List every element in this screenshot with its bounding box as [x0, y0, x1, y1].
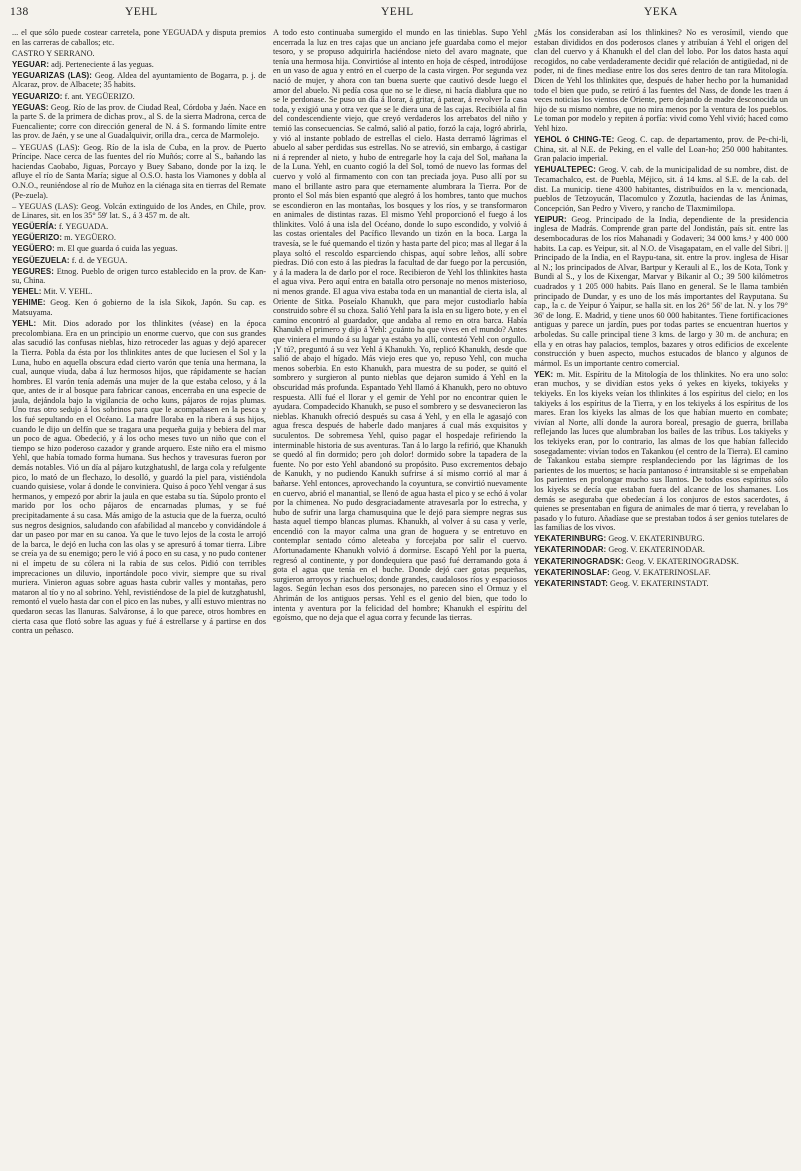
entry-text: Geog. V. EKATERINBURG.: [608, 534, 705, 544]
dictionary-entry: [12, 298, 266, 317]
page-number: 138: [10, 6, 29, 18]
header-center-word: YEHL: [381, 6, 414, 18]
dictionary-entry: [12, 92, 266, 102]
dictionary-entry: [12, 233, 266, 243]
dictionary-entry: [534, 545, 788, 555]
entry-text: Geog. Río de las prov. de Ciudad Real, Córdoba y Jaén. Nace en la parte S. de la primera de dichas prov., al S. de la sierra Madrona, cerca de Fuencaliente; corre con dirección general de N. á S. formando límite entre las prov. de Jaén, y se une al Guadalquivir, orilla dra., cerca de Marmolejo.: [12, 102, 266, 141]
header-left-word: YEHL: [125, 6, 158, 18]
entry-text: m. YEGÜERO.: [64, 233, 116, 243]
entry-text: Geog. V. EKATERINOGRADSK.: [625, 556, 739, 566]
dictionary-entry: [12, 60, 266, 70]
entry-headword: YEKATERINSTADT:: [534, 578, 608, 588]
header-right-word: YEKA: [644, 6, 678, 18]
column-left: [12, 28, 266, 1166]
dictionary-entry: [12, 103, 266, 141]
dictionary-entry: [12, 244, 266, 254]
entry-text: ¿Más los consideraban así los thlinkines? No es verosímil, viendo que estaban divididos en dos poderosos clanes y atribuían á Yehl el origen del clan del cuervo y á Khanukh el del clan del lobo. Por los datos hasta aquí recogidos, no cabe verdaderamente decidir qué relación de antigüedad, ni de poder, ni de fines mediase entre los dos seres dentro de tan rara Mitología. Dicen de Yehl los thlinkites que, después de haber hecho por la humanidad todo el bien que pudo, se retiró á las fuentes del Nass, de donde les traen á veces noticias los vientos de Oriente, pero dejando de madre desconocida un hijo de su mismo nombre, que no mira menos por la ventura de los pueblos. Le toman por modelo y repiten á porfía: vivid como Yehl vivió; haced como Yehl hizo.: [534, 28, 788, 133]
entry-text: m. Mit. Espíritu de la Mitología de los thlinkites. No era uno solo: eran muchos, y se dividían estos yeks ó yekes en kiyeks, tokiyeks y tekiyeks. En los kiyeks veían los thlinkites á los espíritus del cielo; en los takiyeks á los espíritus de la Tierra, y en los tekiyeks á los espíritus de los mares. Eran los kiyeks las almas de los que habían muerto en combate; vivían al Norte, allí donde la aurora boreal, presagio de guerra, brillaba reflejando las luces que alumbraban los bailes de las tribus. Los takiyeks y los tekiyeks eran, por lo contrario, las almas de los que habían fallecido sosegadamente: vivían todos en Takankou (el centro de la Tierra). El camino de Takankou estaba siempre resplandeciendo por las lágrimas de los parientes de los muertos; se hacía pantanoso é intransitable si se empeñaban los parientes en prolongar mucho sus llantos. De todos esos espíritus sólo los kiyeks se decía que estaban fuera del alcance de los shamanes. Los demás se aseguraba que obedecían á los conjuros de estos sacerdotes, á quienes se presentaban en figura de animales de mar ó tierra, y revelaban lo pasado y lo futuro. Añadíase que se prestaban todos á ser genios tutelares de las familias de los vivos.: [534, 369, 788, 533]
entry-text: Geog. V. EKATERINOSLAF.: [611, 567, 711, 577]
entry-text: Geog. V. EKATERINSTADT.: [610, 578, 709, 588]
dictionary-entry: [12, 143, 266, 201]
entry-headword: YEKATERINODAR:: [534, 545, 607, 555]
entry-headword: YEGÜERO:: [12, 244, 55, 254]
entry-headword: YEGÜEZUELA:: [12, 255, 70, 265]
entry-text: CASTRO Y SERRANO.: [12, 48, 95, 58]
dictionary-entry: [534, 135, 788, 164]
dictionary-entry: [12, 202, 266, 221]
entry-text: Geog. V. cab. de la municipalidad de su nombre, dist. de Tecamachalco, est. de Puebla, Méjico, sit. á 14 kms. al S.E. de la cab. del dist. La municip. tiene 4300 habitantes, distribuídos en la v. mencionada, pueblos de Tetzoyucán, Tlacomulco y Zozutla, haciendas de las Ánimas, Concepción, San Pedro y Vivero, y rancho de Tlaxmimilopa.: [534, 165, 788, 213]
entry-headword: YEIPUR:: [534, 214, 567, 224]
dictionary-entry: [534, 534, 788, 544]
entry-text: Geog. C. cap. de departamento, prov. de Pe-chi-li, China, sit. al N.E. de Peking, en el valle del Loan-ho; 250 000 habitantes. Gran palacio imperial.: [534, 135, 788, 164]
entry-text: Geog. Aldea del ayuntamiento de Bogarra, p. j. de Alcaraz, prov. de Albacete; 35 habits.: [12, 70, 266, 90]
entry-headword: YEGUAS:: [12, 102, 49, 112]
entry-text: adj. Perteneciente á las yeguas.: [51, 59, 154, 69]
entry-headword: YEHEL:: [12, 287, 42, 297]
entry-text: f. YEGUADA.: [58, 222, 109, 232]
dictionary-entry: [12, 71, 266, 90]
entry-text: f. ant. YEGÜERIZO.: [64, 91, 135, 101]
entry-text: A todo esto continuaba sumergido el mundo en las tinieblas. Supo Yehl encerrada la luz en tres cajas que un anciano jefe guardaba como el mejor tesoro, y se propuso adquirirla haciéndose nieto del avaro magnate, que tenía una hermosa hija. Convirtióse al intento en hoja de césped, introdújose en un vaso de agua y entró en el cuerpo de la casta virgen. Por segunda vez nació de mujer, y ahora con tan buena suerte que cautivó desde luego el amor del abuelo. Ni pedía cosa que no se le diese, ni hacía diablura que no se le perdonase. Se puso un día á llorar, á gritar, á patear, á revolver la casa toda, y exigió una y otra vez que se le diera una de las cajas. Recibióla al fin del condescendiente viejo, que creyó verdaderos los arrebatos del niño y temió las consecuencias. Se calmó, salió al patio, forzó la caja, logró abrirla, y vió al instante poblado de estrellas el cielo. Hasta derramó lágrimas el abuelo al saber perdidas sus estrellas. No se atrevió, sin embargo, á castigar ni á reprender al nieto, y hubo de entregarle hoy la caja del Sol, mañana la de la Luna. Yehl, en cuanto cogió la del Sol, tomó de nuevo las formas del cuervo y voló al firmamento con con tan preciada joya. Puso allí por su mano el brillante astro para que eternamente alumbrara la Tierra. Por de pronto el Sol más bien espantó que alegró á los hombres, tanto que muchos se escondieron en las montañas, los bosques y los ríos, y se transformaron en animales de distintas razas. El mismo Yehl proporcionó el fuego á los thlinkites. Voló á una isla del Océano, donde lo supo escondido, y volvió á las costas orientales del Pacífico llevando un tizón en la boca. Larga la travesía, se le fué quemando el tizón y hasta parte del pico; mas al llegar á la playa soltó el rescoldo esparciendo chispas, aquí sobre leños, allí sobre piedras. Dió con esto á las piedras la facultad de dar fuego por la percusión, y á la madera la de darlo por el roce. Recibieron de Yehl los thlinkites hasta el agua viva. Pero aquí entra en batalla otro personaje no menos misterioso, ni menos grande. El agua viva estaba toda en un manantial de cierta isla, al Oriente de Sitka. Poseíalo Khanukh, que para mejor custodiarlo había construido sobre él su choza. Salió Yehl para la isla en su ligero bote, y en el camino encontró al guardador, que andaba al remo en otra barca. Había Khanukh el primero y dijo á Yehl: ¿cuánto ha que vives en el mundo? Antes que viniera el mundo á su lugar ya estaba yo allí, contestó Yehl con orgullo. ¡Y tú?, preguntó á su vez Yehl á Khanukh. Yo, replicó Khanukh, desde que salió de abajo el hígado. Más viejo eres que yo, repuso Yehl, con mucha menos soberbia. En esto Khanukh, para muestra de su poder, se quitó el sombrero y surgieron al punto nieblas que dejaron sumido á Yehl en la obscuridad más profunda. Espantado Yehl llamó á Khanukh, pero no obtuvo respuesta. Allí fué el llorar y el gemir de Yehl por no encontrar quien le ayudara. Compadecido Khanukh, se puso el sombrero y se desvanecieron las nieblas. Khanukh ofreció después su casa á Yehl, y en ella le agasajó con agua fresca después de haberle dado manjares á cual más exquisitos y suculentos. De sobremesa Yehl, quiso pagar el hospedaje refiriendo la interminable historia de sus aventuras. Tan á lo largo la refirió, que Khanukh se quedó al fin dormido; pero ¡oh dolor! dormido sobre la tapadera de la fuente. No por esto Yehl abandonó su propósito. Puso excrementos debajo de Kanukh, y no pudiendo Kanukh sufrirse á sí mismo corrió al mar á bañarse. Yehl entonces, aprovechando la coyuntura, se convirtió nuevamente en cuervo, abrió el manantial, se llenó de agua hasta el pico y se echó á volar por la chimenea. No pudo desgraciadamente atravesarla por lo estrecha, y hubo de sufrir una larga chamusquina que le dejó para siempre negras sus hasta aquel tiempo blancas plumas. Khanukh, al volver á su casa y verle, encendió con la mayor calma una gran de hoguera y se entretuvo en contemplar sentado cómo aleteaba y forcejaba por salir el cuervo. Afortunadamente Khanukh volvió á dormirse. Escapó Yehl por la puerta, regresó al continente, y por dondequiera que pasó fué derramando gota á gota el agua que tenía en el buche. Donde dejó caer gotas pequeñas, surgieron arroyos y riachuelos; donde grandes, caudalosos ríos y espaciosos lagos. Según lechan esos dos personajes, no parecen sino el Ormuz y el Ahrimán de los antiguos persas. Yehl es el genio del bien, que todo lo intenta y aventura por la felicidad del hombre; Khanukh el espíritu del egoísmo, que no deja que el agua corra y fecunde las tierras.: [273, 28, 527, 623]
entry-text: ... el que sólo puede costear carretela, pone YEGUADA y disputa premios en las carreras de caballos; etc.: [12, 28, 266, 47]
entry-headword: YEGUARIZAS (LAS):: [12, 70, 93, 80]
entry-headword: YEKATERINOSLAF:: [534, 567, 610, 577]
dictionary-entry: [12, 267, 266, 286]
dictionary-entry: [534, 579, 788, 589]
entry-headword: YEHIME:: [12, 298, 46, 308]
entry-headword: YEK:: [534, 369, 554, 379]
entry-text: Etnog. Pueblo de origen turco establecido en la prov. de Kan-su, China.: [12, 266, 266, 286]
dictionary-entry: [534, 568, 788, 578]
entry-text: – YEGUAS (LAS): Geog. Volcán extinguido de los Andes, en Chile, prov. de Linares, sit. en los 35° 59' lat. S., á 3 457 m. de alt.: [12, 201, 266, 221]
column-right: [534, 28, 788, 1166]
page-header: [10, 6, 789, 22]
entry-text: f. d. de YEGUA.: [71, 255, 128, 265]
entry-text: – YEGUAS (LAS): Geog. Río de la isla de Cuba, en la prov. de Puerto Príncipe. Nace cerca de las fuentes del río Muñós; corre al S., bañando las haciendas Caobabo, Jiguas, Porcayo y Buey Sabano, donde por la izq. le afluye el río de Santa María; sigue al O.S.O. hasta los Viamones y dobla al O.N.O., reuniéndose al río de Muñoz en la ciénaga sita en tierras del Remate (Pe-zuela).: [12, 142, 266, 200]
dictionary-entry: [12, 222, 266, 232]
entry-headword: YEKATERINBURG:: [534, 534, 607, 544]
entry-text: m. El que guarda ó cuida las yeguas.: [56, 244, 178, 254]
entry-headword: YEHOL ó CHING-TE:: [534, 135, 615, 145]
entry-headword: YEGUAR:: [12, 59, 50, 69]
entry-text: Geog. Ken ó gobierno de la isla Sikok, Japón. Su cap. es Matsuyama.: [12, 298, 266, 318]
dictionary-entry: [12, 287, 266, 297]
entry-headword: YEGÜERÍA:: [12, 222, 57, 232]
column-middle: [273, 28, 527, 1166]
entry-headword: YEGURES:: [12, 266, 55, 276]
dictionary-entry: [12, 49, 266, 59]
dictionary-entry: [534, 557, 788, 567]
entry-text: Geog. Principado de la India, dependiente de la presidencia inglesa de Madrás. Comprende gran parte del Jondistán, país sit. entre las desembocaduras de los ríos Mahanadi y Godaveri; 34 000 kms.² y 400 000 habits. La cap. es Yeipur, sit. al N.O. de Visagapatam, en el valle del Sibri. || Principado de la India, en el Raypu-tana, sit. entre la prov. inglesa de Hisar al N.; los principados de Alvar, Bartpur y Kerauli al E., los de Kota, Tonk y Bundi al S., y los de Kixengar, Marvar y Bikanir al O.; 39 500 kilómetros cuadrados y 1 205 000 habits. País llano en general. Se le llama también principado de Dundar, y es uno de los más importantes del Rayputana. Su cap., la c. de Yeipur ó Yaipur, se halla sit. en los 26° 56' de lat. N. y los 79° 36' de long. E. Madrid, y tiene unos 60 000 habitantes. Tiene fortificaciones antiguas y parece un jardín, pues por todas partes se encuentran huertos y arboledas. Su calle principal tiene 3 kms. de largo y 30 m. de anchura; en ella y en otras hay palacios, templos, bazares y otros edificios de excelente construcción y buen aspecto, muchos estucados de blanco y algunos de mármol. Es un importante centro comercial.: [534, 214, 788, 368]
dictionary-entry: [12, 28, 266, 47]
entry-headword: YEGÜERIZO:: [12, 233, 63, 243]
entry-headword: YEGUARIZO:: [12, 91, 63, 101]
entry-headword: YEHL:: [12, 319, 37, 329]
dictionary-entry: [534, 215, 788, 369]
dictionary-entry: [273, 28, 527, 623]
dictionary-entry: [534, 28, 788, 134]
entry-text: Mit. V. YEHL.: [43, 287, 93, 297]
entry-headword: YEKATERINOGRADSK:: [534, 556, 624, 566]
dictionary-entry: [12, 256, 266, 266]
entry-text: Mit. Dios adorado por los thlinkites (véase) en la época precolombiana. Era en un principio un enorme cuervo, que con sus grandes alas sacudió las confusas nieblas, hizo retroceder las aguas y dejó aparecer la Tierra. Pobla da ésta por los thlinkites antes de que luciesen el Sol y la Luna, hubo en aquella obscura edad cierto varón que tenía una hermana, la cual, aunque viuda, daba á luz hermosos hijos, que rápidamente se hacían hombres. El varón tenía además una mujer de la que estaba celoso, y á la que, antes de ir al bosque para fabricar canoas, encerraba en una especie de jaula, dejándola bajo la vigilancia de ocho kuns, pájaros de rojas plumas. Uno tras otro sedujo á los sobrinos para que le acompañasen en la pesca y los fué sepultando en el Océano. La madre lloraba en la ribera á sus hijos, cuando le dijo un delfín que se tragara una pequeña guija y bebiera del mar un poco de agua. Obedeció, y á los ocho meses tuvo un niño que con el tiempo se hizo poderoso cazador y grande arquero. Este niño era el mismo Yehl, que había tomado forma humana. Sus hechos y travesuras fueron por demás notables. Vió un día al pájaro kutzghatushl, de larga cola y refulgente pico, lo mató de un flechazo, lo desolló, y guardó la piel para, vistiéndola cuando quisiese, volar á donde le conviniera. Quiso á poco Yehl vengar á sus hermanos, y empezó por abrir la jaula en que estaba su tía. Súpolo pronto el marido por los ocho pájaros de encarnadas plumas, y se fué precipitadamente á su casa. Más amigo de la astucia que de la fuerza, ocultó sus negros designios, saludando con afabilidad al mancebo y convidándole á dar un paseo por mar en su canoa. Ya que le tuvo lejos de la costa le arrojó de la barca, le dejó en lucha con las olas y se apresuró á tomar tierra. Libre se creía ya de su enemigo; pero le vió á poco en su casa, y no pudo contener ni el ímpetu de su cólera ni la rabia de sus celos. Pidió con terribles imprecaciones un diluvio, inportándole poco vivir, siempre que su rival muriera. Vinieron aguas sobre aguas hasta cubrir valles y montañas, pero mataron al tío y no al sobrino. Yehl, revistiéndose de la piel de kutzghatushl, remontó el vuelo hasta dar con el pico en las nubes, y allí estuvo mientras no quedaron secas las llanuras. Salváronse, á lo que parece, otros hombres en cierta casa que flotó sobre las aguas y fué á estrellarse y á partirse en dos contra un peñasco.: [12, 319, 266, 636]
dictionary-entry: [12, 319, 266, 636]
entry-headword: YEHUALTEPEC:: [534, 165, 596, 175]
dictionary-entry: [534, 165, 788, 213]
entry-text: Geog. V. EKATERINODAR.: [608, 545, 705, 555]
dictionary-entry: [534, 370, 788, 533]
